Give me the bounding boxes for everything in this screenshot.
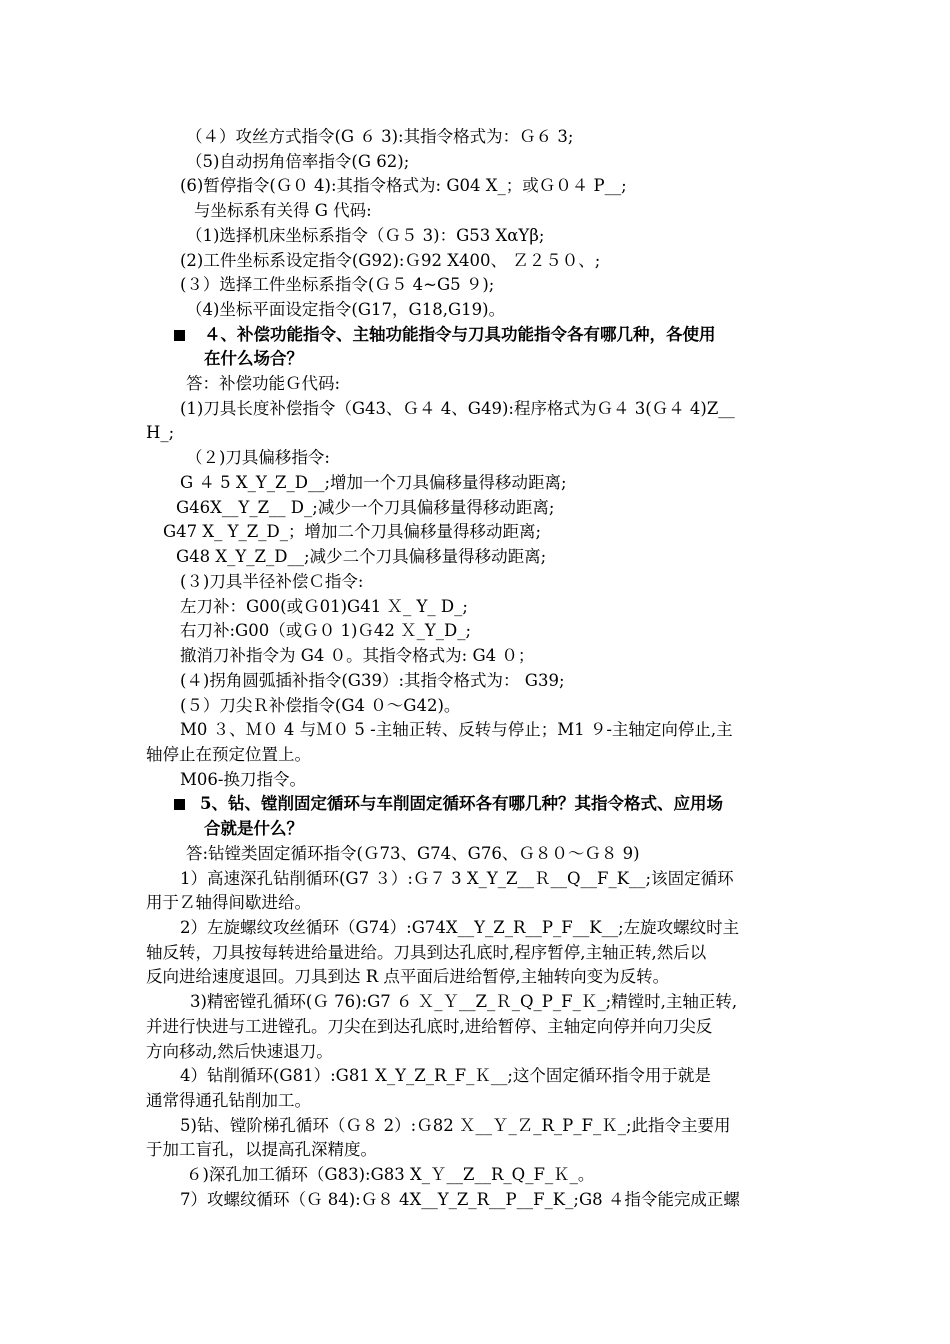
text-line-l13: H_;: [146, 423, 175, 442]
text-line-l37: 并进行快进与工进镗孔。刀尖在到达孔底时,进给暂停、主轴定向停并向刀尖反: [146, 1017, 713, 1036]
text-line-l15: G ４ 5 X_Y_Z_D__;增加一个刀具偏移量得移动距离;: [180, 473, 567, 492]
text-line-l14: （２)刀具偏移指令:: [186, 448, 330, 467]
text-line-l27: M06-换刀指令。: [180, 770, 306, 789]
text-line-l40: 通常得通孔钻削加工。: [146, 1091, 311, 1110]
text-line-l12: (1)刀具长度补偿指令（G43、Ｇ４ 4、G49):程序格式为Ｇ４ 3(Ｇ４ 4)Z__: [180, 399, 735, 418]
text-line-l29: 合就是什么？: [204, 819, 303, 838]
text-line-l07: (３）选择工件坐标系指令(Ｇ５ 4~G5 ９);: [180, 275, 495, 294]
text-line-l11: 答：补偿功能Ｇ代码:: [186, 374, 341, 393]
text-line-l09: ４、补偿功能指令、主轴功能指令与刀具功能指令各有哪几种，各使用: [204, 325, 716, 344]
text-line-l25: M0 ３、Ｍ０ 4 与Ｍ０ 5 -主轴正转、反转与停止；M1 ９-主轴定向停止,主: [180, 720, 733, 739]
text-line-l26: 轴停止在预定位置上。: [146, 745, 311, 764]
text-line-l10: 在什么场合？: [204, 349, 303, 368]
text-line-l21: 右刀补:G00（或Ｇ０ 1)Ｇ42 Ｘ_Y_D_;: [180, 621, 472, 640]
text-line-l20: 左刀补：G00(或Ｇ01)G41 Ｘ_ Y_ D_;: [180, 597, 468, 616]
bullet-square-icon: [174, 330, 185, 341]
text-line-l41: 5)钻、镗阶梯孔循环（Ｇ８ 2）:Ｇ82 Ｘ__Ｙ_Ｚ_R_P_F_Ｋ_;此指令主要用: [180, 1116, 731, 1135]
text-line-l44: 7）攻螺纹循环（Ｇ 84):Ｇ８ 4X__Y_Z_R__P__F_K_;G8 ４指令能完成正螺: [180, 1190, 740, 1209]
text-line-l30: 答:钻镗类固定循环指令(Ｇ73、G74、G76、Ｇ８０～Ｇ８ 9): [186, 844, 640, 863]
text-line-l38: 方向移动,然后快速退刀。: [146, 1042, 333, 1061]
text-line-l36: 3)精密镗孔循环(Ｇ 76):G7 ６ Ｘ_Ｙ__Z_Ｒ_Q_P_F_Ｋ_;精镗时,主轴正转,: [190, 992, 738, 1011]
text-line-l32: 用于Ｚ轴得间歇进给。: [146, 893, 311, 912]
text-line-l43: ６)深孔加工循环（G83):G83 X_Ｙ__Z__R_Q_F_Ｋ_。: [186, 1165, 595, 1184]
text-line-l01: （４）攻丝方式指令(G ６ 3):其指令格式为：Ｇ６ 3;: [186, 127, 574, 146]
text-line-l42: 于加工盲孔，以提高孔深精度。: [146, 1140, 377, 1159]
text-line-l03: (6)暂停指令(Ｇ０ 4):其指令格式为: G04 X_；或Ｇ０４ P__;: [180, 176, 627, 195]
text-line-l05: （1)选择机床坐标系指令（Ｇ５ 3)：G53 XαYβ;: [186, 226, 545, 245]
text-line-l04: 与坐标系有关得 G 代码:: [194, 201, 372, 220]
text-line-l31: 1）高速深孔钻削循环(G7 ３）:Ｇ７ 3 X_Y_Z__Ｒ__Q__F_K__;该固定循环: [180, 869, 734, 888]
text-line-l17: G47 X_ Y_Z_D_；增加二个刀具偏移量得移动距离;: [163, 522, 542, 541]
text-line-l33: 2）左旋螺纹攻丝循环（G74）:G74X__Y_Z_R__P_F__K__;左旋攻螺纹时主: [180, 918, 740, 937]
text-line-l35: 反向进给速度退回。刀具到达 R 点平面后进给暂停,主轴转向变为反转。: [146, 967, 670, 986]
text-line-l19: (３)刀具半径补偿Ｃ指令:: [180, 572, 364, 591]
text-line-l39: 4）钻削循环(G81）:G81 X_Y_Z_R_F_Ｋ__;这个固定循环指令用于就是: [180, 1066, 711, 1085]
text-line-l24: (５）刀尖Ｒ补偿指令(G4 ０～G42)。: [180, 696, 461, 715]
text-line-l16: G46X__Y_Z__ D_;减少一个刀具偏移量得移动距离;: [176, 498, 555, 517]
text-line-l02: （5)自动拐角倍率指令(G 62);: [186, 152, 410, 171]
bullet-square-icon: [174, 799, 185, 810]
text-line-l06: (2)工件坐标系设定指令(G92):Ｇ92 X400、 Ｚ２５０、;: [180, 251, 601, 270]
text-line-l22: 撤消刀补指令为 G4 ０。其指令格式为: G4 ０；: [180, 646, 535, 665]
text-line-l23: (４)拐角圆弧插补指令(G39）:其指令格式为： G39;: [180, 671, 565, 690]
text-line-l34: 轴反转，刀具按每转进给量进给。刀具到达孔底时,程序暂停,主轴正转,然后以: [146, 943, 707, 962]
text-line-l18: G48 X_Y_Z_D__;减少二个刀具偏移量得移动距离;: [176, 547, 547, 566]
text-line-l08: （4)坐标平面设定指令(G17，G18,G19)。: [186, 300, 506, 319]
text-line-l28: 5、钻、镗削固定循环与车削固定循环各有哪几种？其指令格式、应用场: [200, 794, 723, 813]
